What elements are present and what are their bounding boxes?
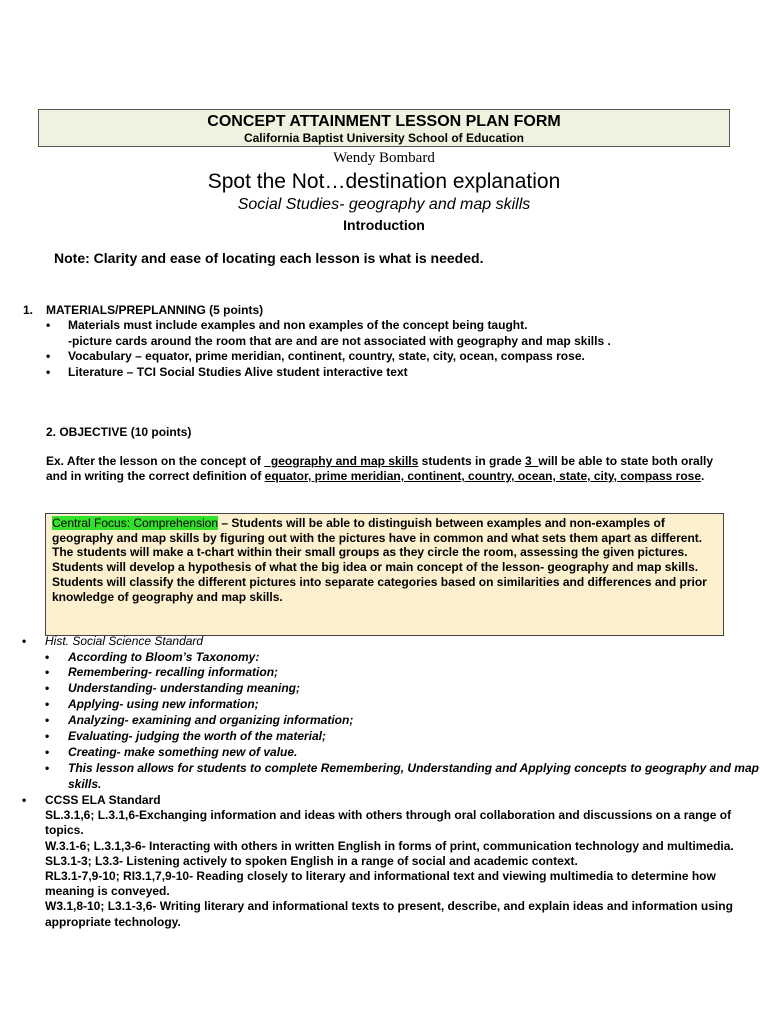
bullet-icon: • bbox=[46, 349, 51, 363]
hist-standard-label: Hist. Social Science Standard bbox=[45, 634, 204, 648]
author-name: Wendy Bombard bbox=[333, 150, 435, 166]
objective-grade: 3_ bbox=[525, 454, 539, 468]
objective-concept: _geography and map skills bbox=[264, 454, 419, 468]
objective-terms: equator, prime meridian, continent, country, ocean, state, city, compass rose bbox=[264, 469, 702, 483]
central-focus-text: Central Focus: Comprehension – Students will be able to distinguish between examples and non-examples of geography and map skills by figuring out with the pictures have in common and what sets them apart as different. The students will make a t-chart within their small groups as they circle the room, assessing the given pictures. Students will develop a hypothesis of what the big idea or main concept of the lesson- geography and map skills. Students will classify the different pictures into separate categories based on similarities and differences and prior knowledge of geography and map skills. bbox=[52, 516, 707, 604]
materials-list bbox=[46, 318, 611, 380]
list-item: • According to Bloom’s Taxonomy: bbox=[45, 649, 260, 664]
bullet-icon: • bbox=[22, 634, 27, 648]
list-item: • Understanding- understanding meaning; bbox=[45, 681, 301, 696]
form-subtitle: California Baptist University School of Education bbox=[243, 131, 525, 145]
section1-title: MATERIALS/PREPLANNING (5 points) bbox=[46, 303, 264, 317]
form-title: CONCEPT ATTAINMENT LESSON PLAN FORM bbox=[207, 113, 561, 130]
list-item: • Applying- using new information; bbox=[45, 697, 259, 712]
list-item: • Literature – TCI Social Studies Alive student interactive text bbox=[46, 364, 408, 379]
list-item: • Evaluating- judging the worth of the material; bbox=[45, 729, 327, 744]
intro-heading: Introduction bbox=[343, 217, 425, 233]
section2-title: 2. OBJECTIVE (10 points) bbox=[46, 425, 192, 439]
list-item bbox=[22, 793, 768, 930]
list-item: • Remembering- recalling information; bbox=[45, 665, 279, 680]
list-item bbox=[22, 634, 768, 793]
ccss-line: W3.1,8-10; L3.1-3,6- Writing literary and informational texts to present, describe, and explain ideas and information using appropriate technology. bbox=[45, 899, 733, 929]
list-item: • This lesson allows for students to complete Remembering, Understanding and Applying concepts to geography and map skills. bbox=[45, 760, 759, 791]
central-focus-label: Central Focus: Comprehension bbox=[52, 516, 219, 530]
note-text: Note: Clarity and ease of locating each lesson is what is needed. bbox=[54, 250, 484, 266]
list-item: • Vocabulary – equator, prime meridian, continent, country, state, city, ocean, compass rose. bbox=[46, 349, 585, 363]
ccss-line: SL3.1-3; L3.3- Listening actively to spoken English in a range of social and academic context. bbox=[45, 853, 578, 868]
standards-list bbox=[22, 634, 768, 930]
central-focus-box bbox=[45, 513, 724, 636]
list-item: • Analyzing- examining and organizing information; bbox=[45, 713, 354, 728]
list-item: • Materials must include examples and non examples of the concept being taught. bbox=[46, 318, 528, 332]
ccss-standard-label: CCSS ELA Standard bbox=[45, 792, 161, 807]
bullet-icon: • bbox=[46, 364, 51, 379]
list-item: • Creating- make something new of value. bbox=[45, 744, 298, 759]
bullet-icon: • bbox=[46, 318, 51, 332]
ccss-line: RL3.1-7,9-10; RI3.1,7,9-10- Reading closely to literary and informational text and viewing multimedia to determine how meaning is conveyed. bbox=[45, 868, 716, 899]
lesson-title: Spot the Not…destination explanation bbox=[207, 170, 561, 193]
objective-example: Ex. After the lesson on the concept of _geography and map skills students in grade 3_will be able to state both orally and in writing the correct definition of equator, prime meridian, continent, country, ocean, state, city, compass rose. bbox=[46, 454, 714, 483]
materials-sub-line: -picture cards around the room that are and are not associated with geography and map skills . bbox=[68, 333, 611, 348]
form-header-box bbox=[38, 109, 730, 147]
bullet-icon: • bbox=[22, 792, 27, 807]
lesson-subject: Social Studies- geography and map skills bbox=[237, 196, 531, 213]
ccss-line: W.3.1-6; L.3.1,3-6- Interacting with others in written English in forms of print, communication technology and multimedia. bbox=[45, 838, 734, 853]
ccss-line: SL.3.1,6; L.3.1,6-Exchanging information and ideas with others through oral collaboration and discussions on a range of topics. bbox=[45, 808, 732, 838]
section1-number: 1. bbox=[23, 303, 34, 317]
blooms-list bbox=[45, 650, 768, 793]
